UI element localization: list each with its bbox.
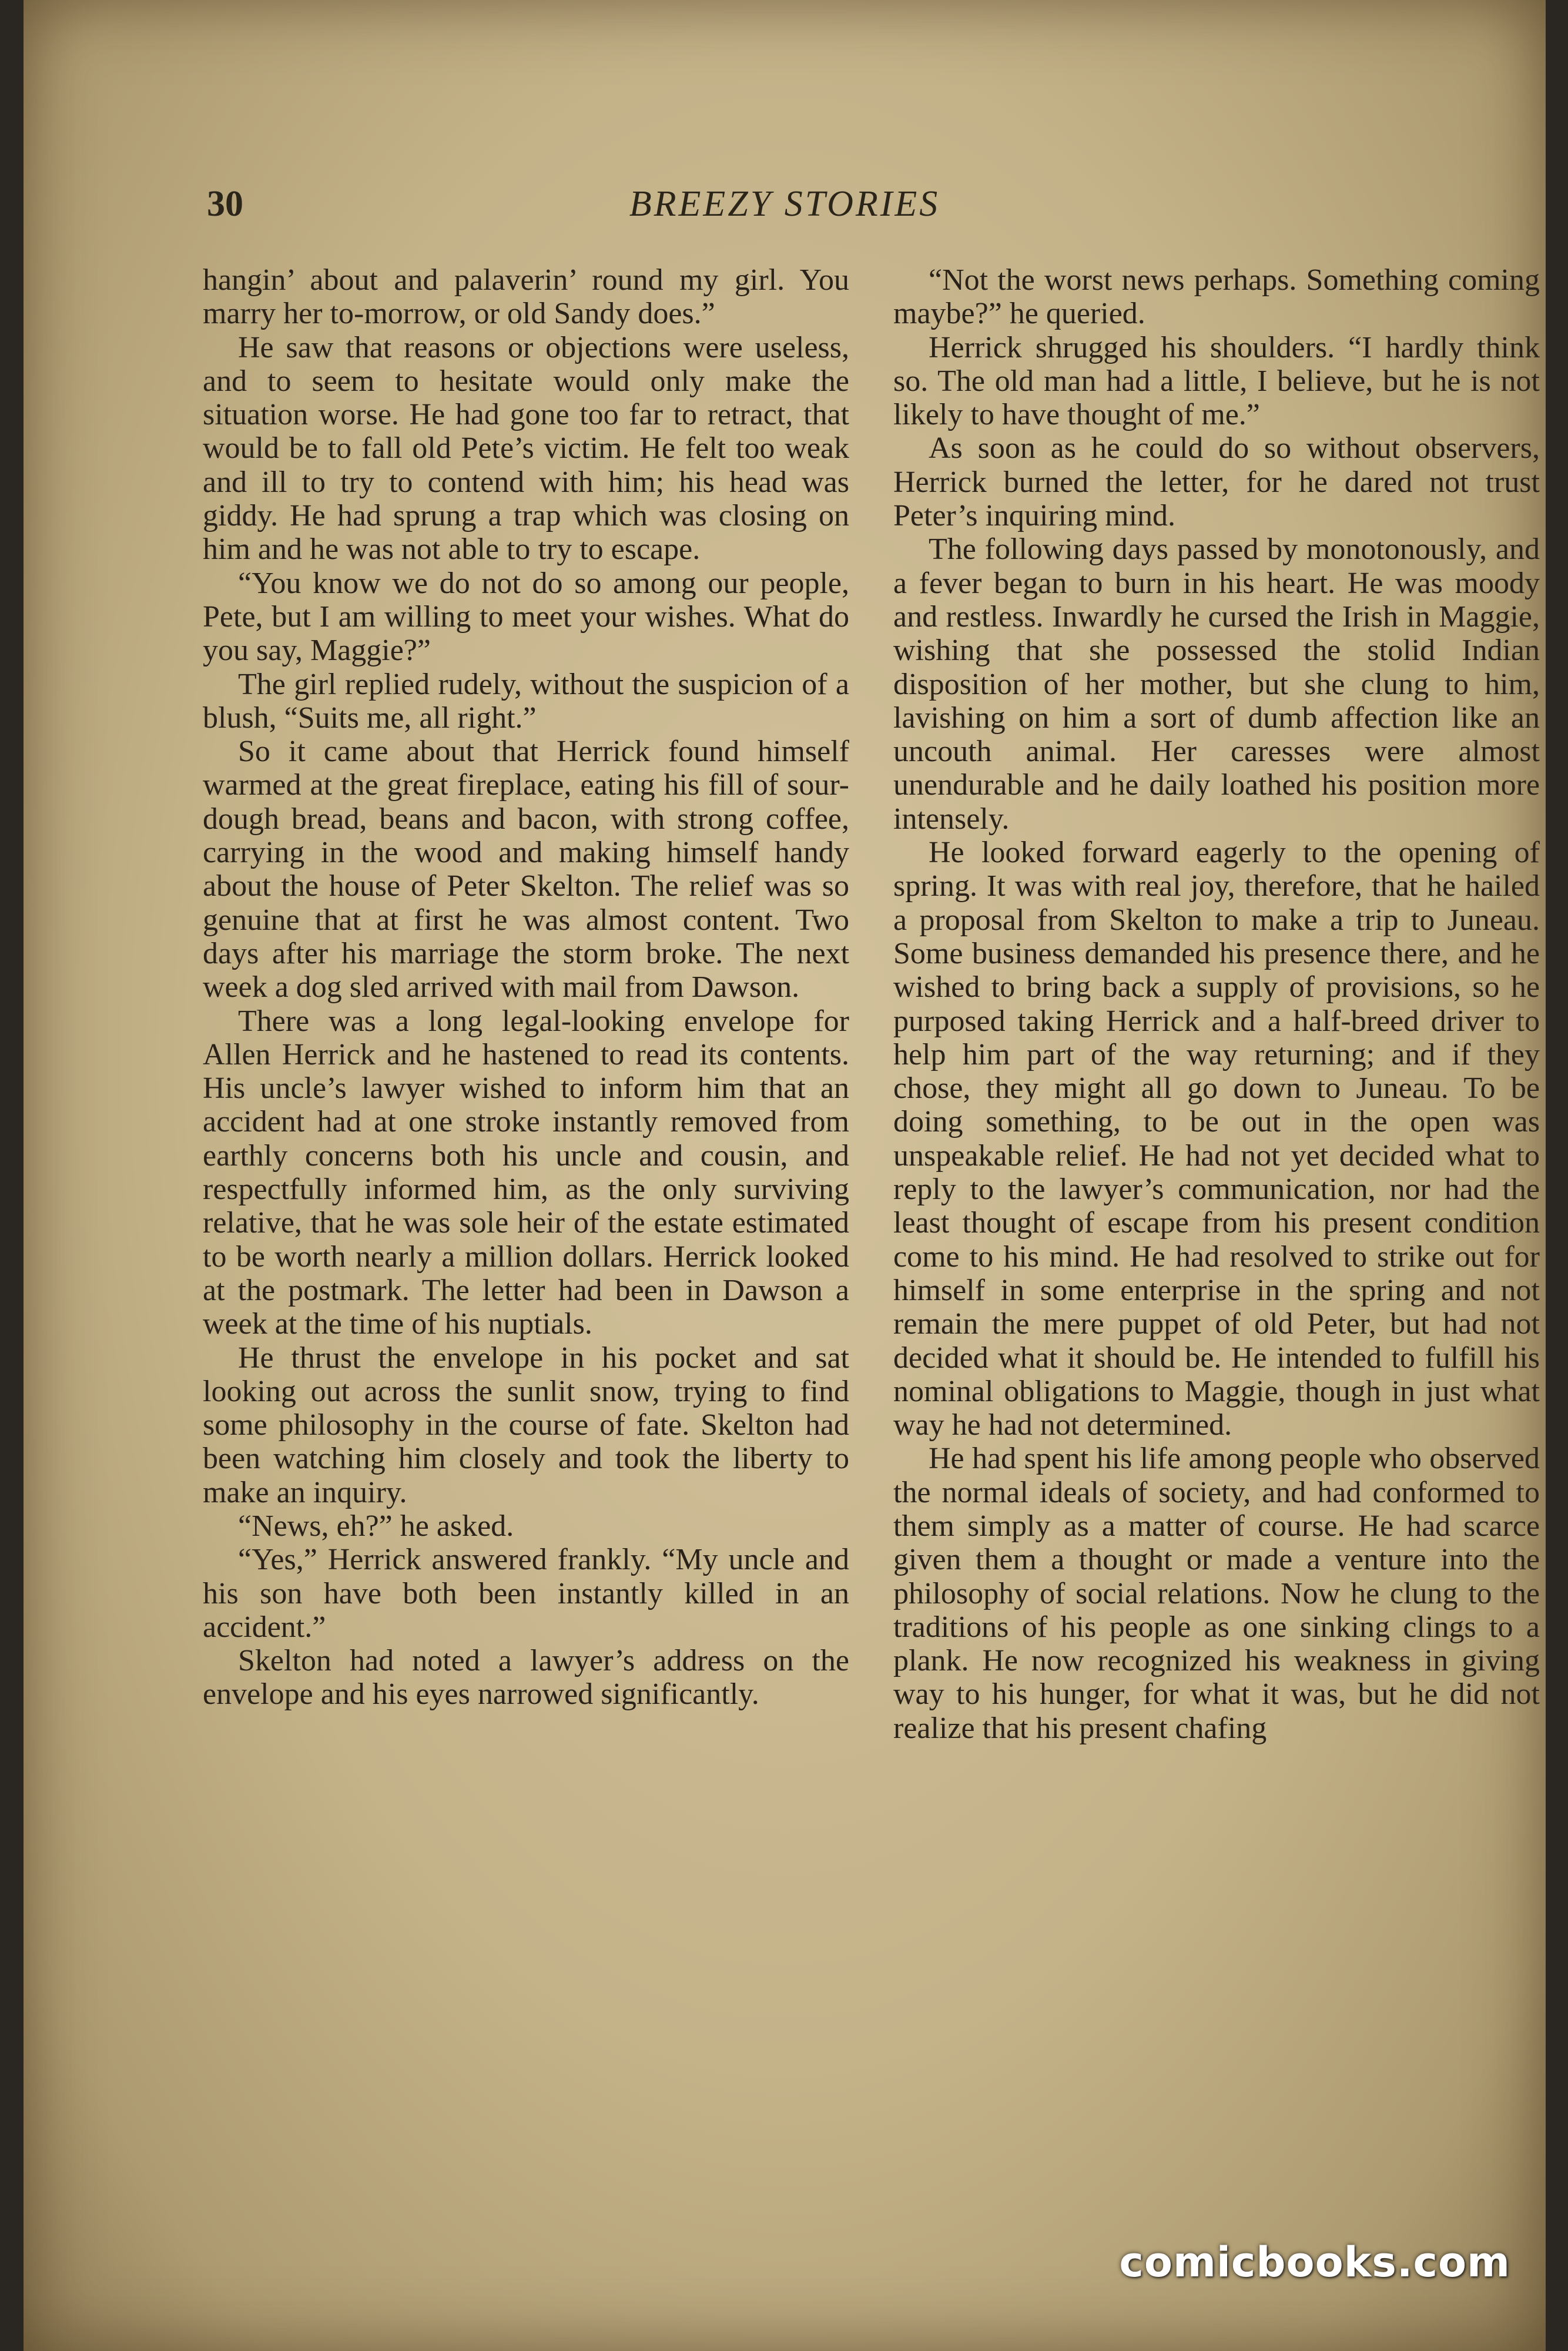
paragraph: “Yes,” Herrick answered frankly. “My uncle and his son have both been instantly killed in an accident.” <box>203 1543 849 1644</box>
paragraph: So it came about that Herrick found himself warmed at the great fireplace, eating his fill of sour-dough bread, beans and bacon, with strong coffee, carrying in the wood and making himself handy about the house of Peter Skelton. The relief was so genuine that at first he was almost content. Two days after his marriage the storm broke. The next week a dog sled arrived with mail from Dawson. <box>203 735 849 1004</box>
paragraph: He saw that reasons or objections were useless, and to seem to hesitate would only make the situation worse. He had gone too far to retract, that would be to fall old Pete’s victim. He felt too weak and ill to try to contend with him; his head was giddy. He had sprung a trap which was closing on him and he was not able to try to escape. <box>203 330 849 567</box>
magazine-page <box>24 0 1546 2351</box>
paragraph: “News, eh?” he asked. <box>238 1509 514 1543</box>
paragraph: He looked forward eagerly to the opening of spring. It was with real joy, therefore, that he hailed a proposal from Skelton to make a trip to Juneau. Some business demanded his presence there, and he wished to bring back a supply of provisions, so he purposed taking Herrick and a half-breed driver to help him part of the way returning; and if they chose, they might all go down to Juneau. To be doing something, to be out in the open was unspeakable relief. He had not yet decided what to reply to the lawyer’s communication, nor had the least thought of escape from his present condition come to his mind. He had resolved to strike out for himself in some enterprise in the spring and not remain the mere puppet of old Peter, but had not decided what it should be. He intended to fulfill his nominal obligations to Maggie, though in just what way he had not determined. <box>893 836 1540 1442</box>
paragraph: He had spent his life among people who observed the normal ideals of society, and had conformed to them simply as a matter of course. He had scarce given them a thought or made a venture into the philosophy of social relations. Now he clung to the traditions of his people as one sinking clings to a plank. He now recognized his weakness in giving way to his hunger, for what it was, but he did not realize that his present chafing <box>893 1442 1540 1745</box>
paragraph: “You know we do not do so among our people, Pete, but I am willing to meet your wishes. What do you say, Maggie?” <box>203 566 849 668</box>
paragraph: There was a long legal-looking envelope for Allen Herrick and he hastened to read its contents. His uncle’s lawyer wished to inform him that an accident had at one stroke instantly removed from earthly concerns both his uncle and cousin, and respectfully informed him, as the only surviving relative, that he was sole heir of the estate estimated to be worth nearly a million dollars. Herrick looked at the postmark. The letter had been in Dawson a week at the time of his nuptials. <box>203 1004 849 1341</box>
paragraph: The following days passed by monotonously, and a fever began to burn in his heart. He was moody and restless. Inwardly he cursed the Irish in Maggie, wishing that she possessed the stolid Indian disposition of her mother, but she clung to him, lavishing on him a sort of dumb affection like an uncouth animal. Her caresses were almost unendurable and he daily loathed his position more intensely. <box>893 533 1540 836</box>
page-number: 30 <box>207 184 243 224</box>
paragraph: “Not the worst news perhaps. Something coming maybe?” he queried. <box>893 263 1540 331</box>
watermark: comicbooks.com <box>1119 2238 1510 2286</box>
paragraph: Skelton had noted a lawyer’s address on the envelope and his eyes narrowed significantly. <box>203 1644 849 1712</box>
paragraph: Herrick shrugged his shoulders. “I hardly think so. The old man had a little, I believe, but he is not likely to have thought of me.” <box>893 330 1540 432</box>
text-column-left <box>203 263 849 1712</box>
paragraph: hangin’ about and palaverin’ round my girl. You marry her to-morrow, or old Sandy does.” <box>203 263 849 331</box>
paragraph: He thrust the envelope in his pocket and sat looking out across the sunlit snow, trying to find some philosophy in the course of fate. Skelton had been watching him closely and took the liberty to make an inquiry. <box>203 1341 849 1509</box>
page-header <box>24 183 1546 236</box>
text-column-right <box>893 263 1540 1745</box>
paragraph: The girl replied rudely, without the suspicion of a blush, “Suits me, all right.” <box>203 667 849 735</box>
paragraph: As soon as he could do so without observers, Herrick burned the letter, for he dared not trust Peter’s inquiring mind. <box>893 431 1540 533</box>
running-head-title: BREEZY STORIES <box>629 184 940 224</box>
